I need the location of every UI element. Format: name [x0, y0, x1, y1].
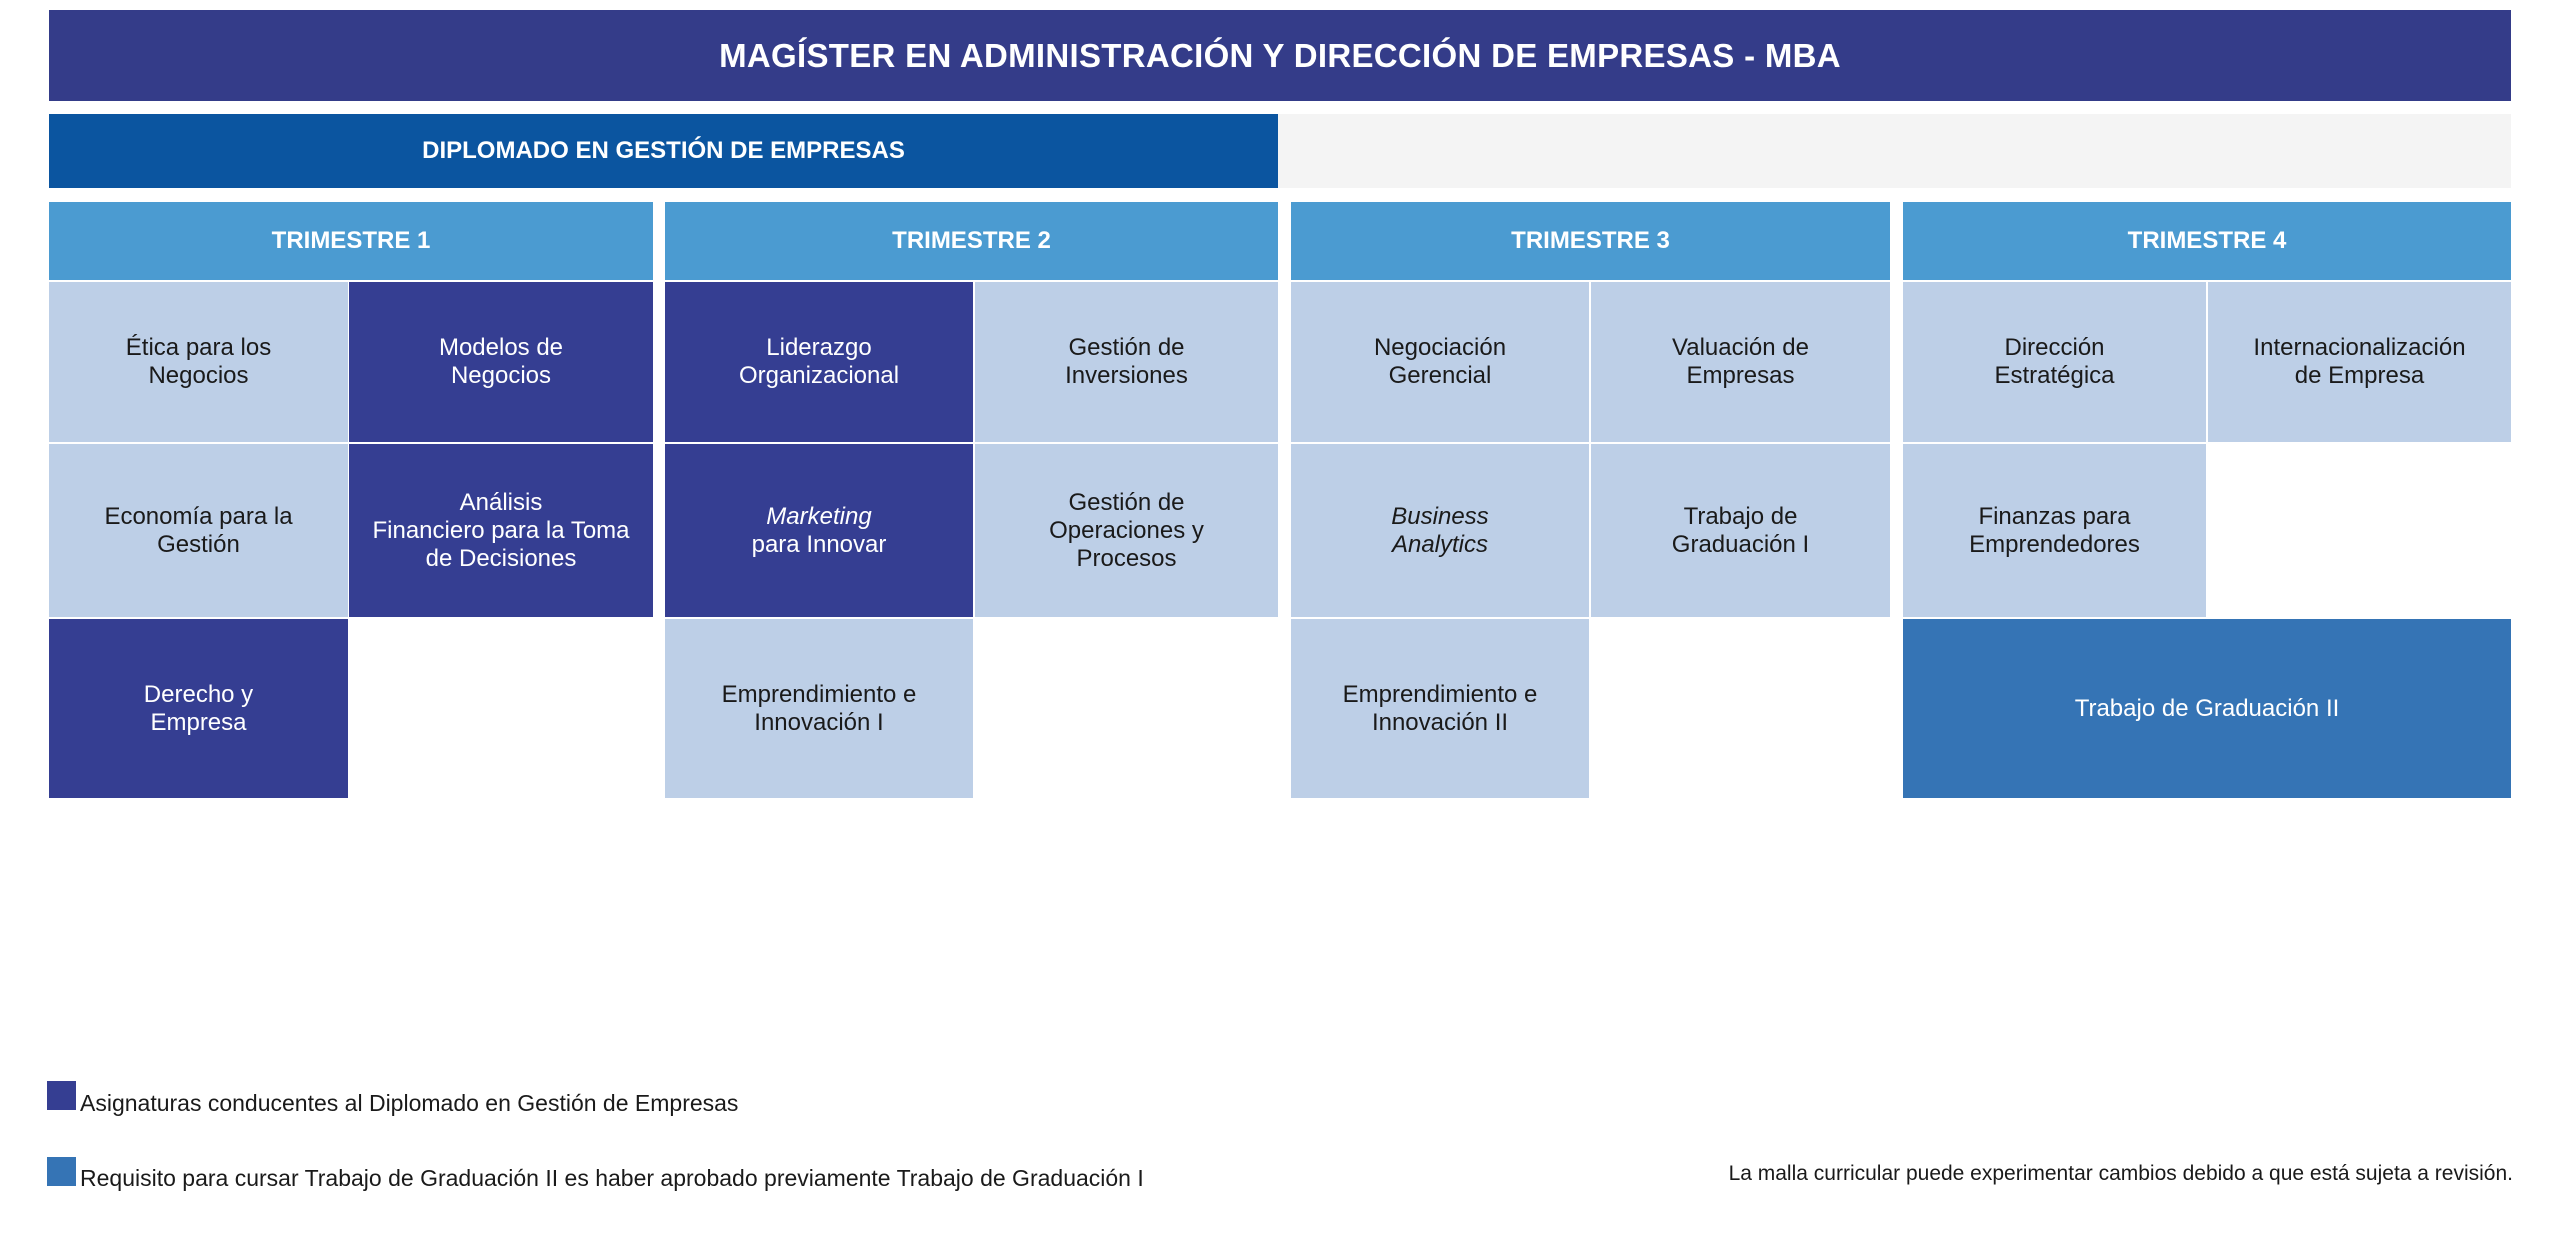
- subject-modelos-negocios: [349, 282, 653, 442]
- subject-line: Negocios: [148, 362, 249, 389]
- legend-swatch-prerequisite: [47, 1157, 76, 1186]
- subject-negociacion-gerencial: [1291, 282, 1589, 442]
- subject-line: Negociación: [1373, 334, 1507, 361]
- subject-line: Innovación I: [754, 708, 884, 736]
- program-title: MAGÍSTER EN ADMINISTRACIÓN Y DIRECCIÓN DE EMPRESAS - MBA: [49, 10, 2511, 101]
- subject-line: Innovación II: [1371, 708, 1509, 736]
- subject-finanzas-emprendedores: [1903, 444, 2206, 617]
- subject-line: Business: [1391, 502, 1489, 530]
- subject-analisis-financiero: [349, 444, 653, 617]
- subject-line: Finanzas para: [1978, 502, 2131, 530]
- subject-economia-gestion: [49, 444, 348, 617]
- subject-line: Economía para la: [104, 502, 293, 530]
- subject-etica-negocios: [49, 282, 348, 442]
- revision-note: La malla curricular puede experimentar cambios debido a que está sujeta a revisión.: [1728, 1162, 2513, 1185]
- subject-line: Modelos de: [438, 334, 564, 361]
- subject-line: Financiero para la Toma: [372, 516, 630, 544]
- legend-diplomado-text: Asignaturas conducentes al Diplomado en Gestión de Empresas: [80, 1090, 739, 1116]
- subject-line: Gestión de: [1068, 488, 1185, 516]
- subject-line: Gerencial: [1388, 362, 1492, 389]
- subject-line: Liderazgo: [766, 334, 872, 361]
- subject-line: de Decisiones: [425, 544, 577, 572]
- trimestre-2-header: TRIMESTRE 2: [665, 202, 1278, 280]
- subject-trabajo-graduacion-1: [1591, 444, 1890, 617]
- diplomado-header: DIPLOMADO EN GESTIÓN DE EMPRESAS: [49, 114, 1278, 188]
- subject-line: Operaciones y: [1049, 516, 1204, 544]
- subject-line: Marketing: [766, 502, 872, 530]
- subject-emprendimiento-1: [665, 619, 973, 798]
- subject-line: Trabajo de: [1683, 502, 1798, 530]
- subject-line: Estratégica: [1994, 362, 2115, 389]
- subject-internacionalizacion: [2208, 282, 2511, 442]
- subject-line: Derecho y: [143, 680, 254, 708]
- subject-line: Gestión de: [1068, 334, 1185, 361]
- legend-prerequisite-text: Requisito para cursar Trabajo de Graduación II es haber aprobado previamente Trabajo de Graduación I: [80, 1165, 1144, 1191]
- subject-line: Análisis: [459, 488, 543, 516]
- subject-line: Empresas: [1686, 362, 1795, 389]
- legend-swatch-diplomado: [47, 1081, 76, 1110]
- subject-line: para Innovar: [751, 530, 887, 558]
- subject-line: Trabajo de Graduación II: [2074, 694, 2340, 722]
- subject-line: Procesos: [1076, 544, 1177, 572]
- subject-line: Dirección: [2004, 334, 2105, 361]
- subject-valuacion-empresas: [1591, 282, 1890, 442]
- subject-gestion-operaciones: [975, 444, 1278, 617]
- subject-gestion-inversiones: [975, 282, 1278, 442]
- subject-line: Internacionalización: [2253, 334, 2466, 361]
- subject-line: de Empresa: [2294, 362, 2425, 389]
- subject-line: Analytics: [1391, 530, 1489, 558]
- subject-line: Valuación de: [1672, 334, 1809, 361]
- subject-line: Emprendedores: [1969, 530, 2140, 558]
- subject-line: Emprendimiento e: [721, 680, 917, 708]
- subject-line: Inversiones: [1065, 362, 1188, 389]
- subject-line: Negocios: [450, 362, 552, 389]
- subject-business-analytics: [1291, 444, 1589, 617]
- subject-line: Emprendimiento e: [1342, 680, 1538, 708]
- subject-liderazgo-organizacional: [665, 282, 973, 442]
- subject-line: Ética para los: [125, 334, 272, 361]
- subject-trabajo-graduacion-2: [1903, 619, 2511, 798]
- subject-line: Organizacional: [738, 362, 900, 389]
- subject-line: Gestión: [157, 530, 240, 558]
- trimestre-4-header: TRIMESTRE 4: [1903, 202, 2511, 280]
- trimestre-3-header: TRIMESTRE 3: [1291, 202, 1890, 280]
- subject-line: Graduación I: [1671, 530, 1810, 558]
- trimestre-1-header: TRIMESTRE 1: [49, 202, 653, 280]
- subject-marketing-innovar: [665, 444, 973, 617]
- subject-line: Empresa: [150, 708, 247, 736]
- subject-derecho-empresa: [49, 619, 348, 798]
- subject-emprendimiento-2: [1291, 619, 1589, 798]
- subject-direccion-estrategica: [1903, 282, 2206, 442]
